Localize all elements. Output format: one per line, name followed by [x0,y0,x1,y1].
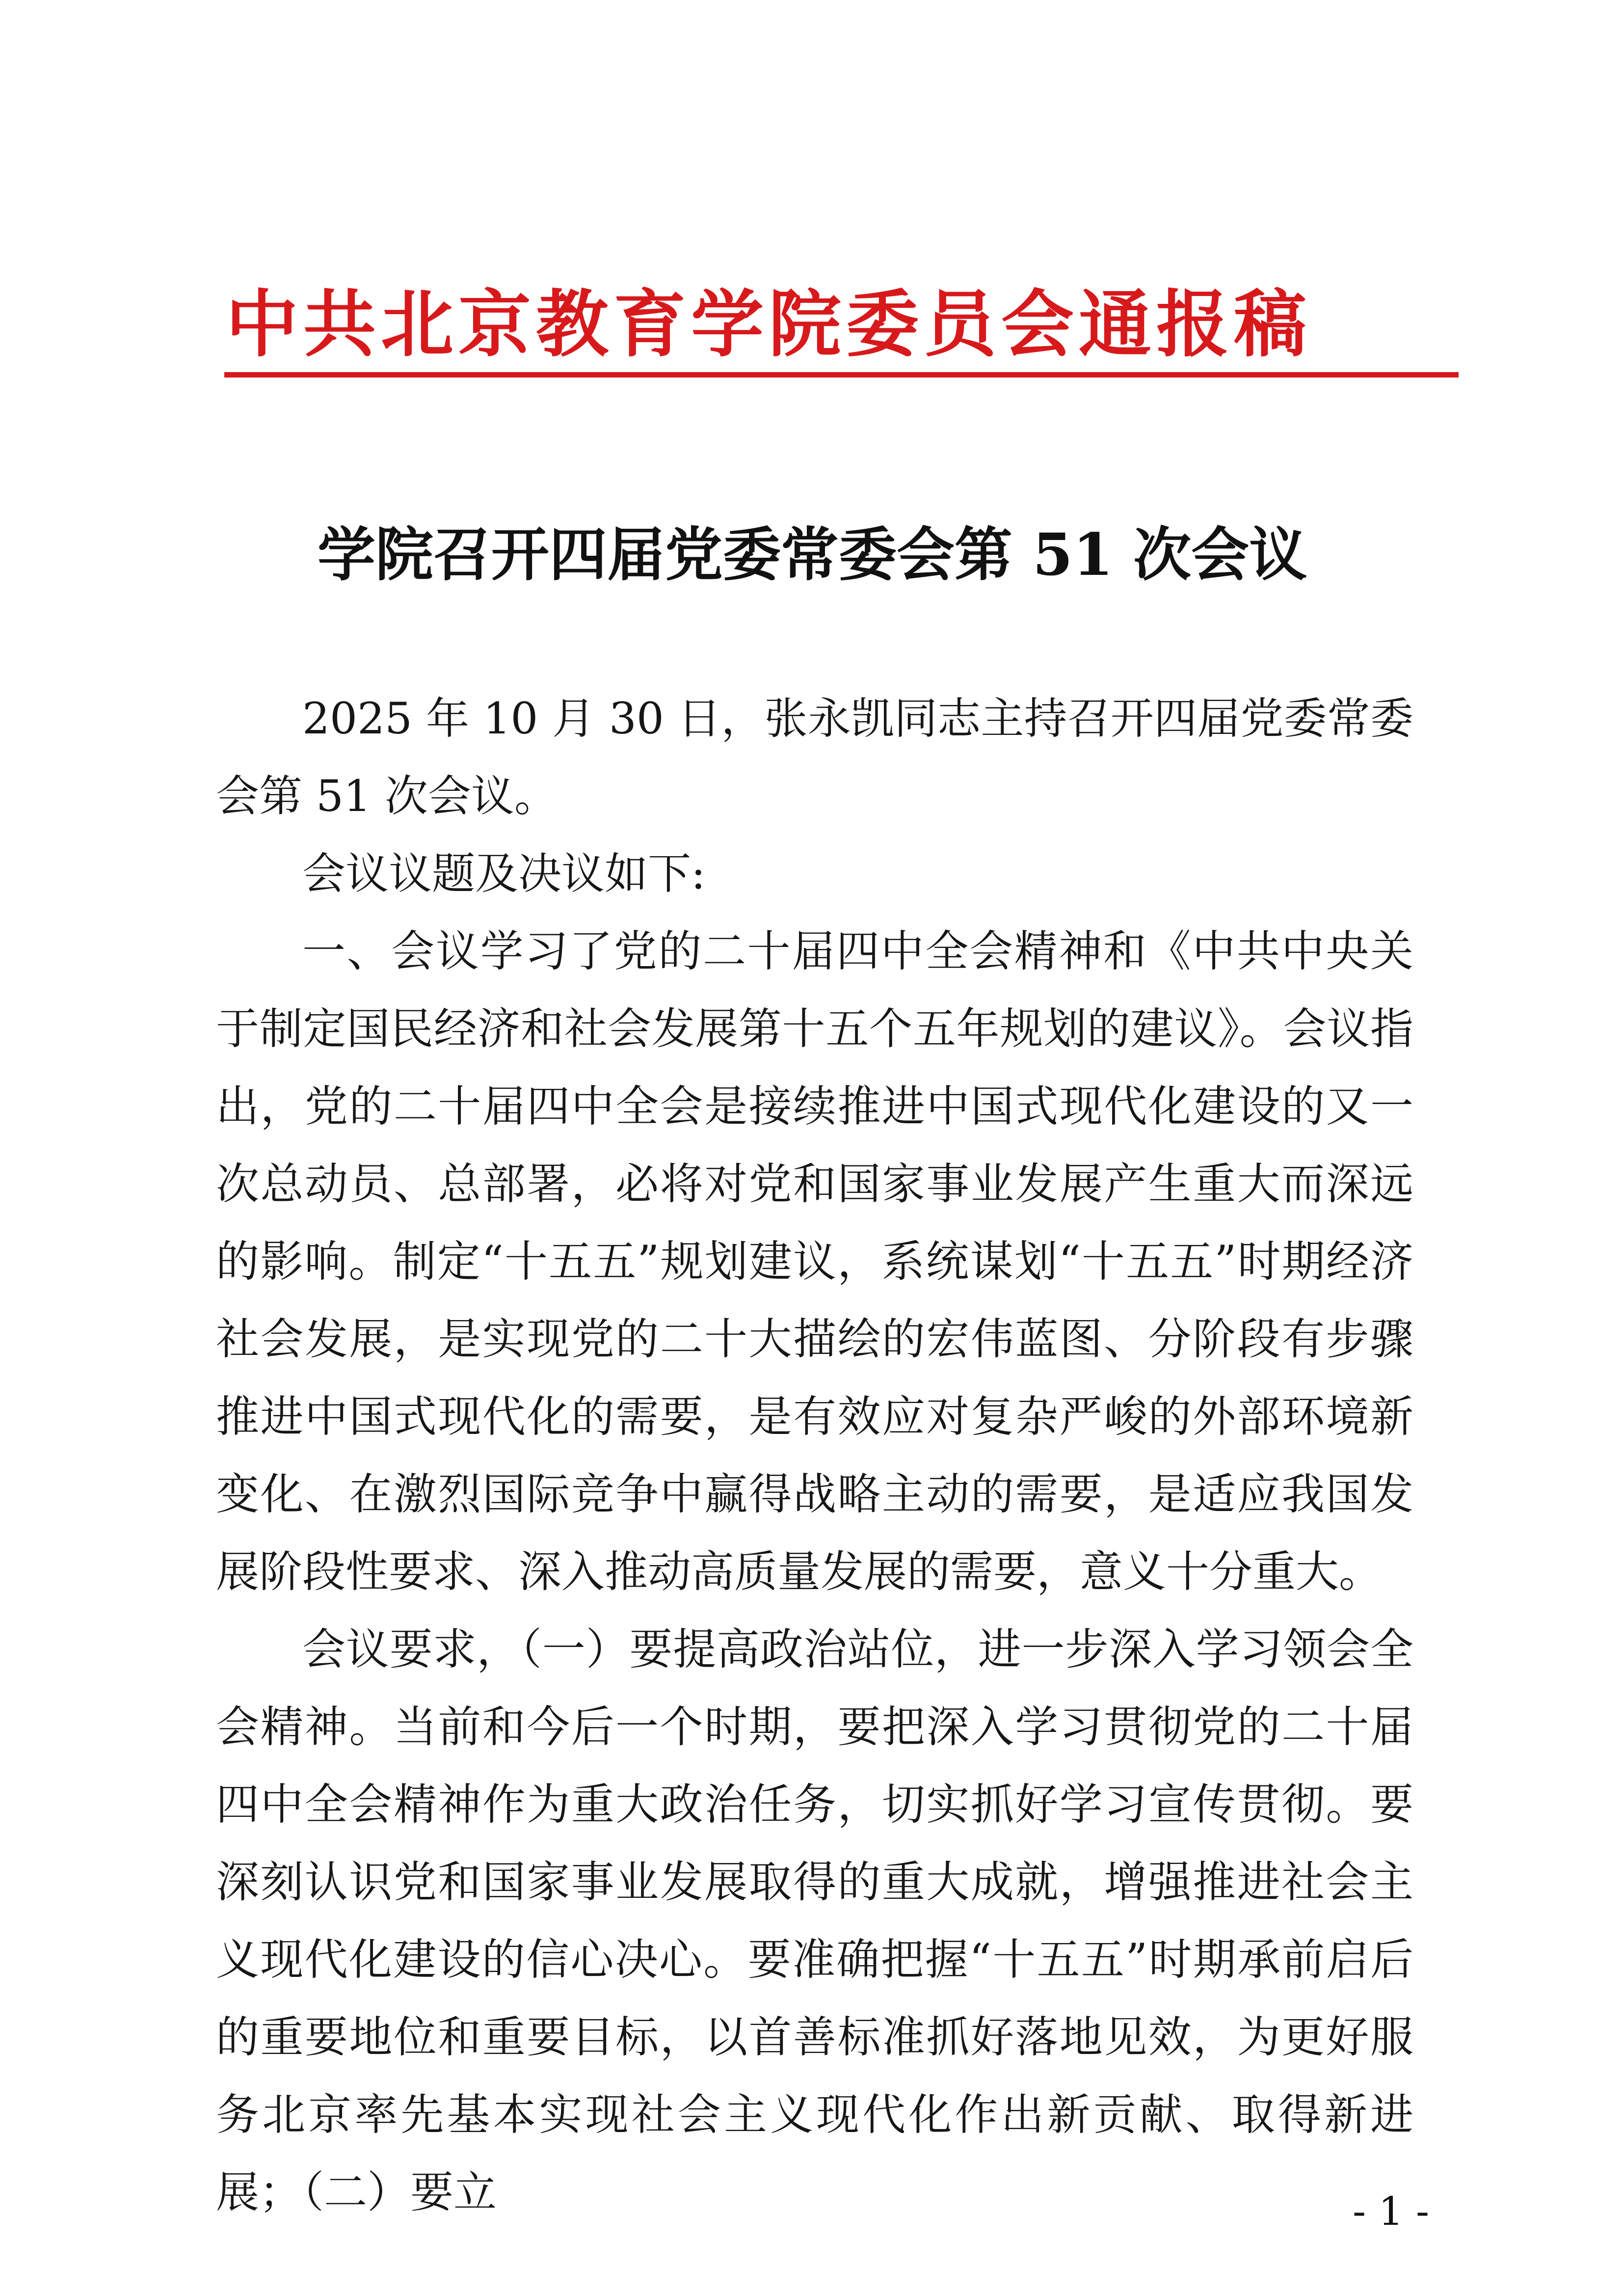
document-title: 学院召开四届党委常委会第 51 次会议 [317,520,1307,589]
body-paragraph: 一、会议学习了党的二十届四中全会精神和《中共中央关于制定国民经济和社会发展第十五个五年规划的建议》。会议指出，党的二十届四中全会是接续推进中国式现代化建设的又一次总动员、总部署，必将对党和国家事业发展产生重大而深远的影响。制定“十五五”规划建议，系统谋划“十五五”时期经济社会发展，是实现党的二十大描绘的宏伟蓝图、分阶段有步骤推进中国式现代化的需要，是有效应对复杂严峻的外部环境新变化、在激烈国际竞争中赢得战略主动的需要，是适应我国发展阶段性要求、深入推动高质量发展的需要，意义十分重大。 [216,926,1413,1597]
body-paragraph: 2025 年 10 月 30 日，张永凯同志主持召开四届党委常委会第 51 次会议。 [216,693,1413,821]
body-paragraph: 会议议题及决议如下: [302,848,706,899]
document-body [216,680,1413,2231]
masthead-title: 中共北京教育学院委员会通报稿 [226,281,1311,367]
body-paragraph: 会议要求，（一）要提高政治站位，进一步深入学习领会全会精神。当前和今后一个时期，要把深入学习贯彻党的二十届四中全会精神作为重大政治任务，切实抓好学习宣传贯彻。要深刻认识党和国家事业发展取得的重大成就，增强推进社会主义现代化建设的信心决心。要准确把握“十五五”时期承前启后的重要地位和重要目标，以首善标准抓好落地见效，为更好服务北京率先基本实现社会主义现代化作出新贡献、取得新进展；（二）要立 [216,1624,1413,2217]
masthead-red-divider [224,372,1459,378]
page-number: - 1 - [1353,2188,1429,2234]
